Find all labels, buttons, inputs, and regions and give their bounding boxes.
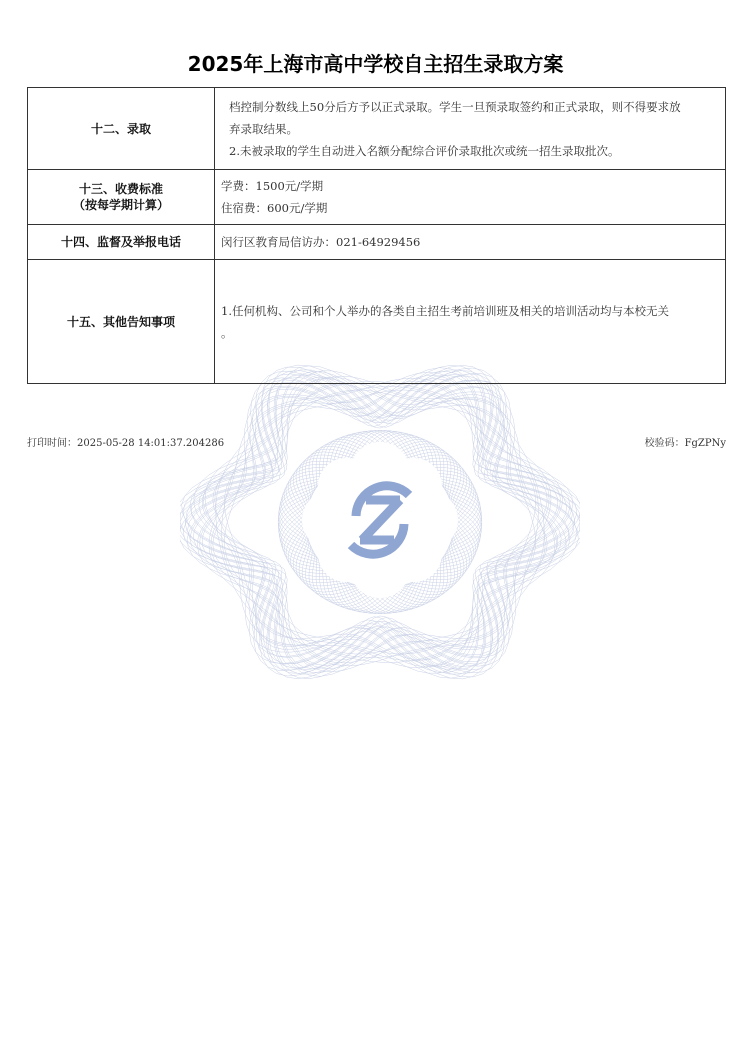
section-content-other-notices [215, 260, 726, 384]
section-content-admission [215, 88, 726, 170]
verification-code: 校验码：FgZPNy [644, 438, 726, 449]
admission-plan-table [27, 87, 726, 384]
section-label-line: 十三、收费标准 [78, 182, 163, 196]
table-row [28, 225, 726, 260]
content-line: 弃录取结果。 [229, 121, 298, 136]
content-line: 档控制分数线上50分后方予以正式录取。学生一旦预录取签约和正式录取，则不得要求放 [229, 99, 681, 114]
content-line: 。 [221, 325, 233, 340]
table-row [28, 260, 726, 384]
section-label-admission: 十二、录取 [28, 88, 215, 170]
content-line: 学费：1500元/学期 [221, 179, 324, 193]
document-title: 2025年上海市高中学校自主招生录取方案 [187, 52, 564, 76]
section-label-line: （按每学期计算） [72, 198, 169, 212]
content-line: 住宿费：600元/学期 [221, 201, 328, 215]
table-row [28, 88, 726, 170]
print-timestamp: 打印时间：2025-05-28 14:01:37.204286 [27, 438, 225, 449]
content-line: 2.未被录取的学生自动进入名额分配综合评价录取批次或统一招生录取批次。 [229, 143, 620, 158]
section-label-supervision: 十四、监督及举报电话 [28, 225, 215, 260]
section-content-fees [215, 170, 726, 225]
table-row [28, 170, 726, 225]
section-content-supervision [215, 225, 726, 260]
content-line: 1.任何机构、公司和个人举办的各类自主招生考前培训班及相关的培训活动均与本校无关 [221, 303, 669, 318]
content-line: 闵行区教育局信访办：021-64929456 [221, 235, 421, 249]
section-label-fees [28, 170, 215, 225]
section-label-other-notices: 十五、其他告知事项 [28, 260, 215, 384]
guilloche-watermark-logo [180, 350, 580, 695]
